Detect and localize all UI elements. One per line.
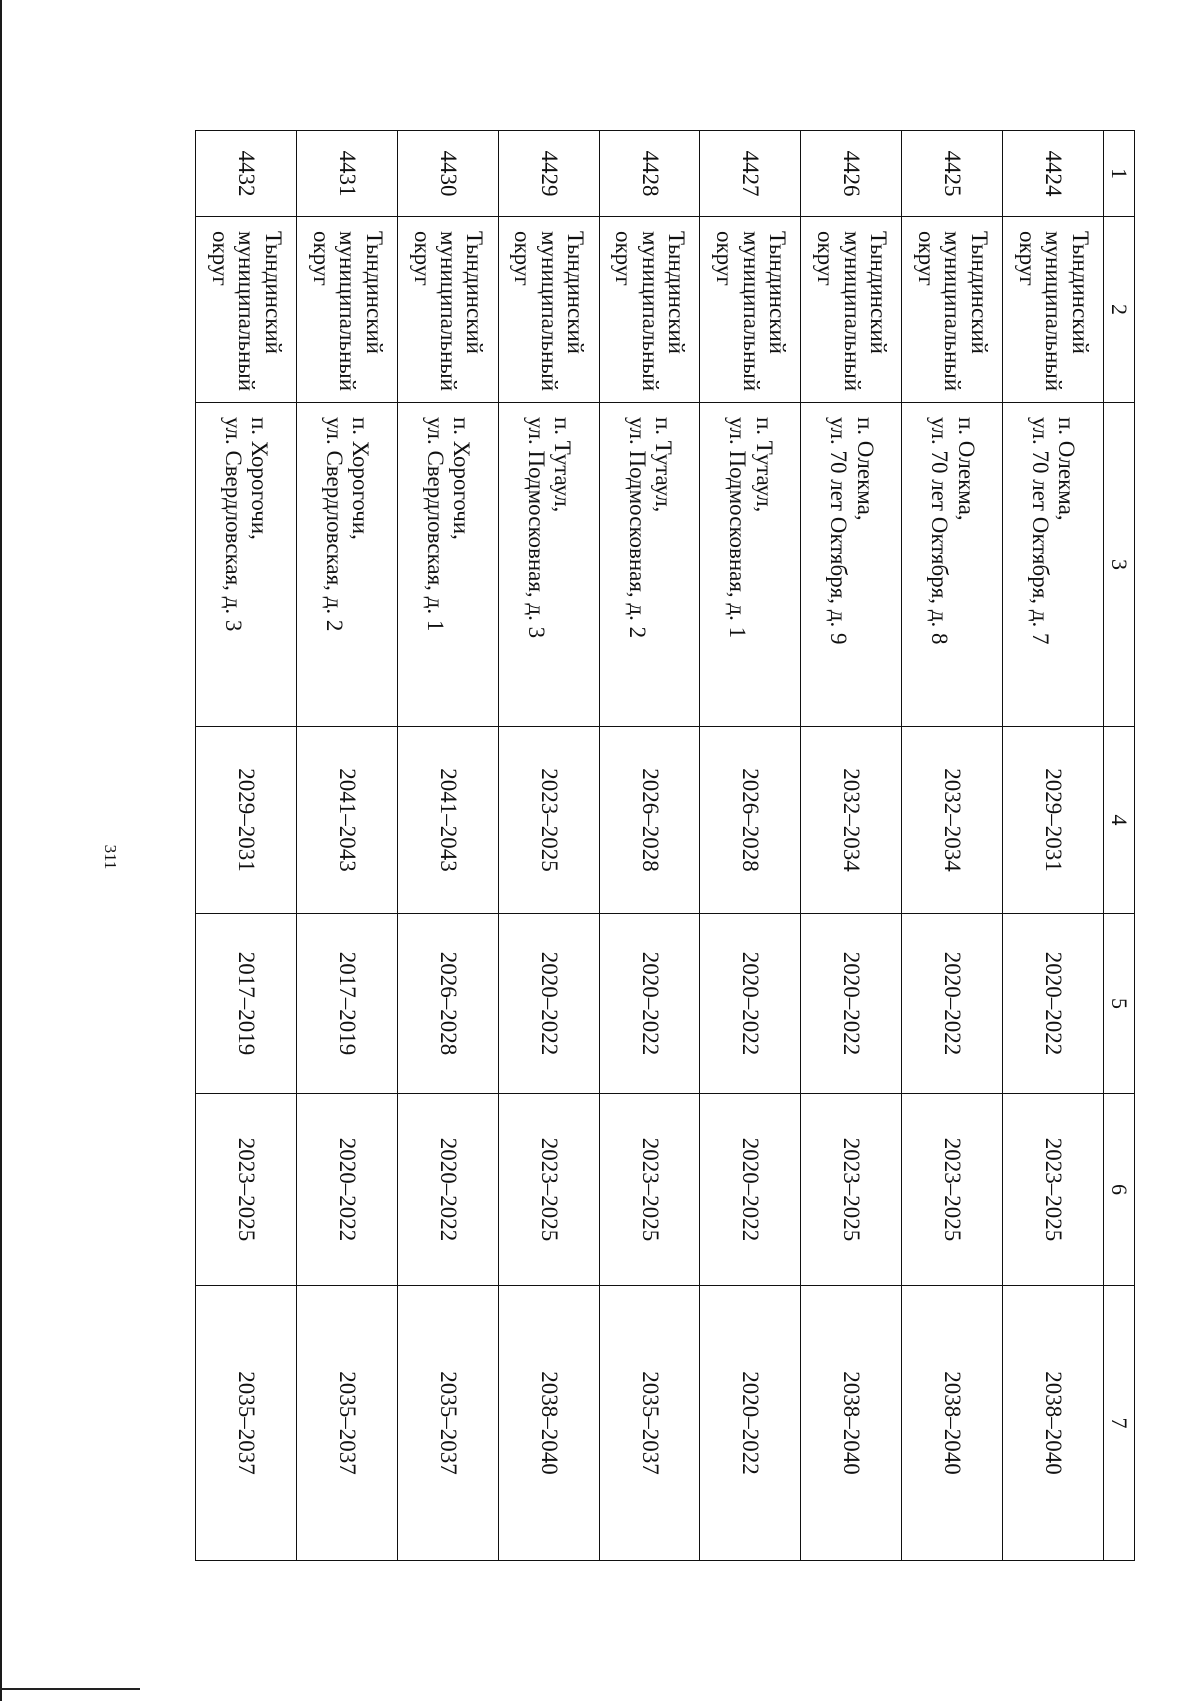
address-line: п. Тутаул,: [550, 417, 576, 513]
address-line: п. Олекма,: [852, 417, 878, 521]
period-cell-c5: 2026–2028: [397, 914, 498, 1094]
period-cell-c5: 2020–2022: [902, 914, 1003, 1094]
table-row: [700, 131, 801, 1561]
district-line: муниципальный: [637, 231, 663, 392]
address-line: ул. Подмосковная, д. 1: [725, 417, 751, 639]
period-cell-c7: 2035–2037: [297, 1286, 398, 1561]
period-cell-c7: 2038–2040: [801, 1286, 902, 1561]
district-line: Тындинский: [260, 231, 286, 354]
column-header: 1: [1104, 131, 1135, 217]
address-cell: [196, 403, 297, 727]
period-cell-c7: 2020–2022: [700, 1286, 801, 1561]
rotated-table-wrapper: [195, 130, 1135, 1560]
district-line: округ: [913, 231, 939, 286]
period-cell-c4: 2032–2034: [801, 727, 902, 914]
district-line: округ: [813, 231, 839, 286]
district-line: округ: [611, 231, 637, 286]
period-cell-c5: 2020–2022: [498, 914, 599, 1094]
column-header: 5: [1104, 914, 1135, 1094]
district-line: муниципальный: [940, 231, 966, 392]
district-line: муниципальный: [738, 231, 764, 392]
row-number-cell: 4430: [397, 131, 498, 217]
district-cell: [498, 217, 599, 403]
address-line: ул. Подмосковная, д. 3: [523, 417, 549, 639]
period-cell-c6: 2023–2025: [599, 1094, 700, 1286]
address-cell: [902, 403, 1003, 727]
district-cell: [801, 217, 902, 403]
address-line: ул. Свердловская, д. 1: [422, 417, 448, 632]
table-header: [1104, 131, 1135, 1561]
row-number-cell: 4424: [1003, 131, 1104, 217]
address-line: п. Олекма,: [1054, 417, 1080, 521]
row-number-cell: 4426: [801, 131, 902, 217]
period-cell-c5: 2020–2022: [599, 914, 700, 1094]
address-line: п. Хорогочи,: [348, 417, 374, 540]
table-row: [902, 131, 1003, 1561]
district-cell: [599, 217, 700, 403]
address-line: ул. 70 лет Октября, д. 7: [1028, 417, 1054, 645]
address-line: ул. Свердловская, д. 2: [321, 417, 347, 632]
address-line: ул. Свердловская, д. 3: [221, 417, 246, 632]
district-line: Тындинский: [462, 231, 488, 354]
address-line: п. Хорогочи,: [449, 417, 475, 540]
table-row: [1003, 131, 1104, 1561]
district-line: округ: [308, 231, 334, 286]
address-line: ул. 70 лет Октября, д. 9: [826, 417, 852, 645]
district-cell: [1003, 217, 1104, 403]
period-cell-c6: 2023–2025: [902, 1094, 1003, 1286]
row-number-cell: 4427: [700, 131, 801, 217]
page-number: 311: [101, 844, 120, 870]
table-row: [599, 131, 700, 1561]
period-cell-c4: 2023–2025: [498, 727, 599, 914]
row-number-cell: 4429: [498, 131, 599, 217]
period-cell-c7: 2038–2040: [902, 1286, 1003, 1561]
period-cell-c6: 2023–2025: [1003, 1094, 1104, 1286]
period-cell-c5: 2017–2019: [297, 914, 398, 1094]
column-header: 4: [1104, 727, 1135, 914]
period-cell-c4: 2026–2028: [700, 727, 801, 914]
table-row: [297, 131, 398, 1561]
district-line: Тындинский: [664, 231, 690, 354]
column-header: 6: [1104, 1094, 1135, 1286]
table-row: [801, 131, 902, 1561]
period-cell-c7: 2035–2037: [599, 1286, 700, 1561]
period-cell-c6: 2023–2025: [498, 1094, 599, 1286]
period-cell-c6: 2020–2022: [700, 1094, 801, 1286]
address-cell: [599, 403, 700, 727]
district-line: Тындинский: [966, 231, 992, 354]
district-line: округ: [712, 231, 738, 286]
row-number-cell: 4431: [297, 131, 398, 217]
period-cell-c5: 2020–2022: [1003, 914, 1104, 1094]
district-cell: [297, 217, 398, 403]
address-cell: [498, 403, 599, 727]
period-cell-c4: 2041–2043: [297, 727, 398, 914]
district-line: округ: [409, 231, 435, 286]
address-line: ул. Подмосковная, д. 2: [624, 417, 650, 639]
period-cell-c4: 2029–2031: [196, 727, 297, 914]
district-line: округ: [510, 231, 536, 286]
district-line: муниципальный: [335, 231, 361, 392]
address-cell: [297, 403, 398, 727]
district-line: округ: [1014, 231, 1040, 286]
district-cell: [196, 217, 297, 403]
table-row: [397, 131, 498, 1561]
district-line: муниципальный: [234, 231, 260, 392]
district-line: муниципальный: [1041, 231, 1067, 392]
period-cell-c7: 2035–2037: [196, 1286, 297, 1561]
row-number-cell: 4425: [902, 131, 1003, 217]
address-cell: [700, 403, 801, 727]
period-cell-c6: 2023–2025: [196, 1094, 297, 1286]
row-number-cell: 4428: [599, 131, 700, 217]
period-cell-c7: 2038–2040: [1003, 1286, 1104, 1561]
district-line: муниципальный: [436, 231, 462, 392]
period-cell-c5: 2020–2022: [801, 914, 902, 1094]
period-cell-c4: 2029–2031: [1003, 727, 1104, 914]
district-line: Тындинский: [1067, 231, 1093, 354]
period-cell-c4: 2026–2028: [599, 727, 700, 914]
address-line: п. Тутаул,: [751, 417, 777, 513]
district-cell: [397, 217, 498, 403]
address-line: ул. 70 лет Октября, д. 8: [927, 417, 953, 645]
period-cell-c5: 2020–2022: [700, 914, 801, 1094]
period-cell-c7: 2038–2040: [498, 1286, 599, 1561]
column-header: 3: [1104, 403, 1135, 727]
district-line: Тындинский: [865, 231, 891, 354]
period-cell-c7: 2035–2037: [397, 1286, 498, 1561]
scan-edge-left: [0, 0, 2, 1701]
period-cell-c6: 2023–2025: [801, 1094, 902, 1286]
column-header: 7: [1104, 1286, 1135, 1561]
address-line: п. Олекма,: [953, 417, 979, 521]
period-cell-c4: 2032–2034: [902, 727, 1003, 914]
row-number-cell: 4432: [196, 131, 297, 217]
period-cell-c6: 2020–2022: [397, 1094, 498, 1286]
table-row: [196, 131, 297, 1561]
table-body: [196, 131, 1104, 1561]
table-row: [498, 131, 599, 1561]
address-cell: [397, 403, 498, 727]
period-cell-c6: 2020–2022: [297, 1094, 398, 1286]
period-cell-c5: 2017–2019: [196, 914, 297, 1094]
period-cell-c4: 2041–2043: [397, 727, 498, 914]
district-line: Тындинский: [563, 231, 589, 354]
header-row: [1104, 131, 1135, 1561]
data-table: [195, 130, 1135, 1561]
address-line: п. Тутаул,: [651, 417, 676, 513]
column-header: 2: [1104, 217, 1135, 403]
district-cell: [700, 217, 801, 403]
district-line: муниципальный: [839, 231, 865, 392]
district-line: округ: [207, 231, 233, 286]
address-cell: [1003, 403, 1104, 727]
address-cell: [801, 403, 902, 727]
address-line: п. Хорогочи,: [247, 417, 273, 540]
district-line: Тындинский: [765, 231, 791, 354]
district-line: Тындинский: [361, 231, 387, 354]
district-cell: [902, 217, 1003, 403]
scan-edge-bottom: [0, 1688, 140, 1690]
district-line: муниципальный: [536, 231, 562, 392]
